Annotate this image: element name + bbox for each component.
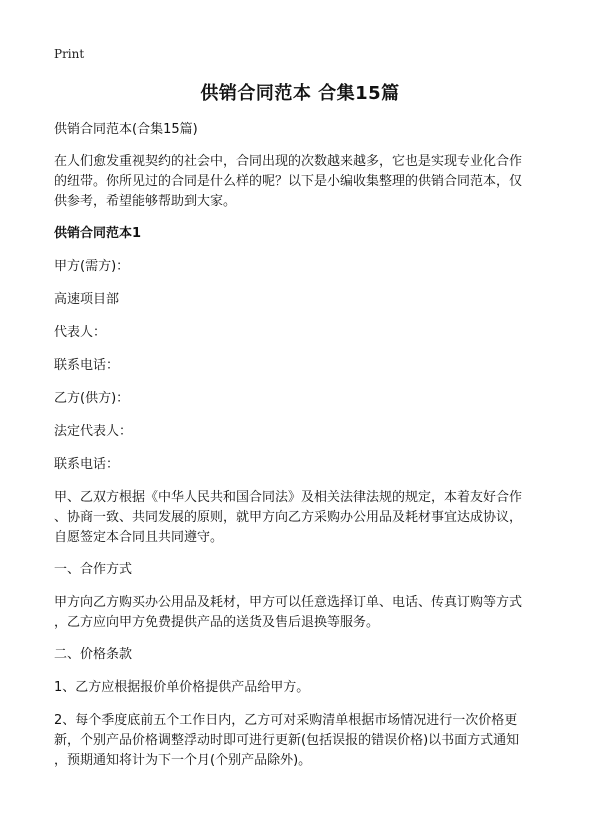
party-a-name: 高速项目部	[54, 292, 120, 307]
agreement-line: 甲、乙双方根据《中华人民共和国合同法》及相关法律法规的规定，本着友好合作	[54, 490, 523, 505]
print-link[interactable]: Print	[54, 47, 85, 61]
section-heading: 供销合同范本1	[54, 226, 142, 241]
agreement-paragraph	[54, 488, 550, 548]
agreement-line: 自愿签定本合同且共同遵守。	[54, 530, 224, 545]
clause-2-title: 二、价格条款	[54, 647, 133, 662]
phone-label-b: 联系电话：	[54, 457, 120, 472]
document-title: 供销合同范本 合集15篇	[200, 83, 400, 104]
clause-2-item-2-line: ，预期通知将计为下一个月(个别产品除外)。	[54, 753, 312, 768]
party-a-label: 甲方(需方)：	[54, 259, 130, 274]
clause-1-line: ，乙方应向甲方免费提供产品的送货及售后退换等服务。	[54, 615, 380, 630]
clause-2-item-2-line: 2、每个季度底前五个工作日内，乙方可对采购清单根据市场情况进行一次价格更	[54, 713, 518, 728]
clause-2-item-1: 1、乙方应根据报价单价格提供产品给甲方。	[54, 680, 310, 695]
document-body	[54, 120, 550, 783]
party-b-label: 乙方(供方)：	[54, 391, 130, 406]
clause-1-paragraph	[54, 593, 550, 633]
clause-1-title: 一、合作方式	[54, 562, 133, 577]
clause-1-line: 甲方向乙方购买办公用品及耗材，甲方可以任意选择订单、电话、传真订购等方式	[54, 595, 523, 610]
legal-representative-label: 法定代表人：	[54, 424, 133, 439]
clause-2-item-2	[54, 711, 550, 771]
intro-line: 供参考，希望能够帮助到大家。	[54, 194, 237, 209]
phone-label-a: 联系电话：	[54, 358, 120, 373]
intro-line: 在人们愈发重视契约的社会中，合同出现的次数越来越多，它也是实现专业化合作	[54, 154, 523, 169]
document-subtitle: 供销合同范本(合集15篇)	[54, 122, 198, 137]
intro-paragraph	[54, 152, 550, 212]
intro-line: 的纽带。你所见过的合同是什么样的呢？以下是小编收集整理的供销合同范本，仅	[54, 174, 523, 189]
clause-2-item-2-line: 新，个别产品价格调整浮动时即可进行更新(包括误报的错误价格)以书面方式通知	[54, 733, 520, 748]
representative-label: 代表人：	[54, 325, 107, 340]
agreement-line: 、协商一致、共同发展的原则，就甲方向乙方采购办公用品及耗材事宜达成协议，	[54, 510, 523, 525]
